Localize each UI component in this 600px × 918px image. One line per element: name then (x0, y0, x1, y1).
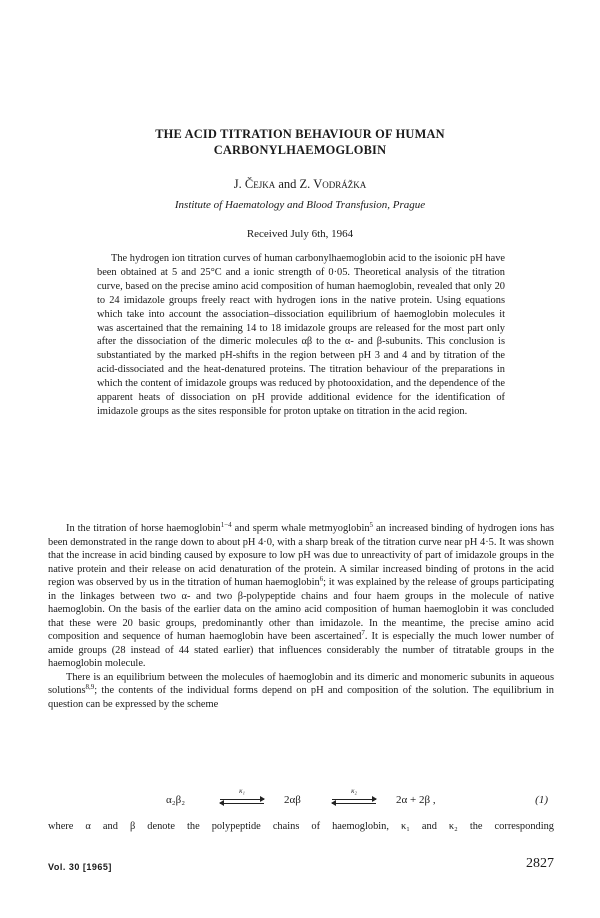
constant-k2: κ₂ (351, 787, 357, 795)
body-text (48, 522, 554, 711)
constant-k1: κ₁ (239, 787, 245, 795)
author-2-initial: Z. V (299, 177, 323, 191)
para1-text-4: ; it was explained by the release of groups participating in the linkages between two α- and two β-polypeptide chains and four haem groups in the molecule of native haemoglobin. On the basis of the earlier data on the amino acid composition of human haemoglobin it was concluded that these were 20 basic groups, predominantly other than imidazole. In the meantime, the precise amino acid composition and sequence of human haemoglobin have been ascertained (48, 577, 554, 642)
paragraph-2 (48, 671, 554, 712)
citation-5: 5 (369, 521, 374, 529)
para1-text-2: and sperm whale metmyoglobin (231, 523, 370, 534)
para1-text-5: . It is especially the much lower number of amide groups (28 instead of 44 stated earlier) that influences considerably the number of titratable groups in the haemoglobin molecule. (48, 631, 554, 669)
author-2-surname: odrážka (322, 177, 367, 191)
para1-text-3: an increased binding of hydrogen ions has been demonstrated in the range down to about pH 4·0, with a sharp break of the titration curve near pH 4·5. It was shown that the increase in acid binding caused by exposure to low pH was due to unreactivity of part of imidazole groups in the native protein and their release on acid denaturation of the protein. A similar increased binding of protons in the acid region was observed by us in the titration of human haemoglobin (48, 523, 554, 588)
abstract (97, 252, 505, 419)
received-date: Received July 6th, 1964 (246, 228, 354, 240)
equilibrium-arrow-1 (220, 788, 264, 812)
volume-footer: Vol. 30 [1965] (48, 862, 112, 872)
scheme-term-monomers: 2α + 2β , (396, 794, 436, 806)
authors-conjunction: and (275, 177, 300, 191)
scheme-term-dimer: 2αβ (284, 794, 301, 806)
para1-text-1: In the titration of horse haemoglobin (66, 523, 221, 534)
citation-6: 6 (319, 575, 324, 583)
citation-7: 7 (361, 629, 365, 637)
equation-number: (1) (535, 794, 548, 806)
scheme-term-tetramer: α₂β₂ (166, 794, 186, 806)
continuation-line: where α and β denote the polypeptide chains of haemoglobin, κ₁ and κ₂ the corresponding (48, 821, 554, 832)
abstract-text: The hydrogen ion titration curves of human carbonylhaemoglobin acid to the isoionic pH have been obtained at 5 and 25°C and a ionic strength of 0·05. Theoretical analysis of the titration curve, based on the precise amino acid composition of human haemoglobin, revealed that only 20 to 24 imidazole groups freely react with hydrogen ions in the native protein. Using equations which take into account the association–dissociation equilibrium of haemoglobin molecules it was ascertained that the remaining 14 to 18 imidazole groups are released for the most part only after the dissociation of the dimeric molecules αβ to the α- and β-subunits. This conclusion is substantiated by the marked pH-shifts in the region between pH 3 and 4 and by titration of the acid-dissociated and the heat-denatured proteins. The titration behaviour of the preparations in which the content of imidazole groups was reduced by photooxidation, and the dependence of the apparent heats of dissociation on pH provide additional evidence for the identification of imidazole groups as the sites responsible for proton uptake on titration in the acid region. (97, 253, 505, 417)
paper-title (60, 126, 540, 158)
citation-8-9: 8,9 (85, 683, 95, 691)
authors (60, 177, 540, 192)
title-line-2: CARBONYLHAEMOGLOBIN (213, 143, 387, 157)
equilibrium-scheme (48, 788, 554, 814)
para2-text-2: ; the contents of the individual forms depend on pH and composition of the solution. The equilibrium in question can be expressed by the scheme (48, 685, 554, 710)
title-line-1: THE ACID TITRATION BEHAVIOUR OF HUMAN (155, 127, 445, 141)
citation-1-4: 1−4 (220, 521, 232, 529)
equilibrium-arrow-2 (332, 788, 376, 812)
author-1-surname: ejka (253, 177, 276, 191)
page-number: 2827 (526, 856, 554, 871)
affiliation: Institute of Haematology and Blood Transfusion, Prague (174, 199, 426, 211)
para2-text-1: There is an equilibrium between the molecules of haemoglobin and its dimeric and monomeric subunits in aqueous solutions (48, 671, 554, 696)
paragraph-1 (48, 522, 554, 671)
author-1-initial: J. Č (233, 177, 254, 191)
